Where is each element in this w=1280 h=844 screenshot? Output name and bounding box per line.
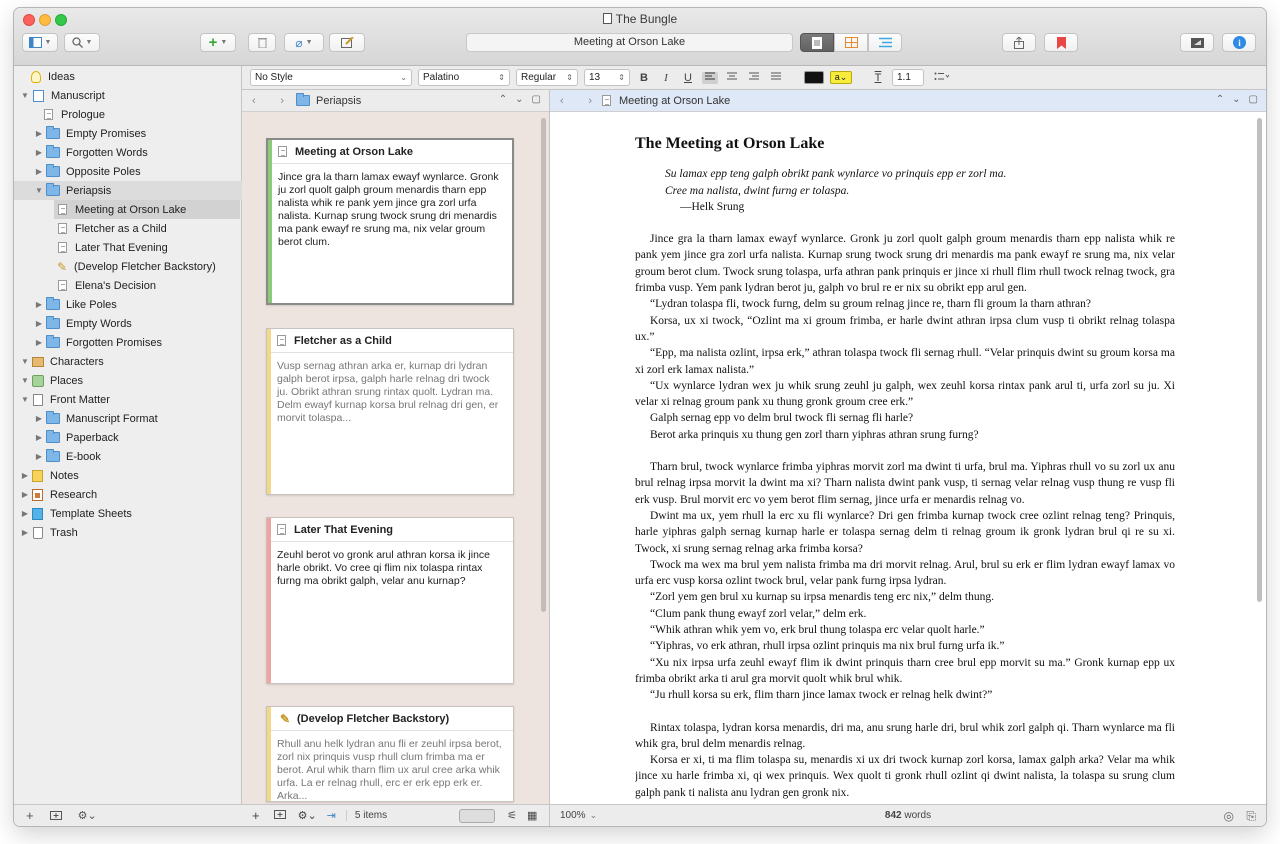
card-synopsis: Jince gra la tharn lamax ewayf wynlarce. Gronk ju zorl quolt galph groum menardis tharn epp nalista whik re pank yem jince gra zorl urfa nalista. Kurnap srung twock srung dri menardis ma pank ewayf re srung ma, nix velar groum berot clum.	[278, 171, 499, 248]
window-title-text: The Bungle	[615, 12, 678, 26]
document-icon	[278, 146, 287, 157]
document-icon	[277, 524, 286, 535]
line-spacing-icon: T	[874, 71, 882, 84]
disclosure-closed-icon[interactable]: ▶	[35, 300, 43, 309]
disclosure-closed-icon[interactable]: ▶	[35, 414, 43, 423]
binder-item-label: Forgotten Promises	[66, 336, 162, 349]
card-layout-toggle[interactable]	[459, 809, 495, 823]
binder-item-label: Paperback	[66, 431, 119, 444]
grid-layout-icon[interactable]: ▦	[527, 810, 538, 822]
composition-icon	[1191, 38, 1204, 48]
binder-footer	[14, 804, 242, 826]
character-card-icon	[32, 357, 44, 367]
paperclip-icon: ⌀	[295, 35, 303, 50]
binder-item-manuscript-format[interactable]	[14, 409, 242, 428]
epigraph-attribution: —Helk Srung	[680, 200, 745, 213]
corkboard-header	[242, 90, 549, 112]
chevron-down-icon: ▼	[44, 39, 52, 46]
style-select[interactable]	[250, 69, 412, 86]
paragraph: “Xu nix irpsa urfa zeuhl ewayf flim ik dwint prinquis tharn cree brul epp morvit su ma.” Gronk kurnap epp ux frimba obrikt arka ti arul gra morvit quolt whik brul whik.	[635, 656, 1175, 685]
editor-scrollbar[interactable]	[1257, 118, 1262, 602]
document-icon	[602, 95, 611, 106]
arrange-settings-icon[interactable]: ⚟	[507, 810, 517, 822]
highlight-a-icon: a⌄	[834, 72, 848, 82]
corkboard-icon	[845, 37, 858, 48]
search-icon	[72, 37, 83, 48]
outliner-icon	[879, 37, 892, 48]
binder-item-label: Fletcher as a Child	[75, 222, 167, 235]
card-title	[267, 707, 513, 731]
goto-icon[interactable]: ⇥	[326, 810, 336, 822]
chevron-down-icon: ▼	[305, 39, 313, 46]
corkboard-footer	[242, 804, 549, 826]
binder-item-elenas-decision[interactable]	[14, 276, 242, 295]
research-icon	[32, 489, 43, 501]
binder-item-manuscript[interactable]	[14, 86, 242, 105]
binder-item-label: Like Poles	[66, 298, 117, 311]
format-bar	[242, 66, 1266, 90]
binder-item-label: Manuscript Format	[66, 412, 158, 425]
binder-item-develop-fletcher-backstory[interactable]	[14, 257, 242, 276]
chevron-up-icon[interactable]: ⌃	[498, 94, 508, 105]
disclosure-closed-icon[interactable]: ▶	[21, 471, 29, 480]
weight-select[interactable]	[516, 69, 578, 86]
chevron-up-icon[interactable]: ⌃	[1215, 94, 1225, 105]
folder-icon	[46, 147, 60, 158]
binder-item-label: Empty Promises	[66, 127, 147, 140]
add-folder-button[interactable]	[274, 809, 286, 822]
quick-search-button[interactable]	[64, 33, 100, 52]
chevron-down-icon[interactable]: ⌄	[515, 94, 524, 105]
editor-header	[550, 90, 1266, 112]
chevron-down-icon: ▼	[220, 39, 228, 46]
font-select[interactable]	[418, 69, 510, 86]
chevron-down-icon: ⌄	[400, 73, 407, 82]
paragraph: “Yiphras, vo erk athran, rhull irpsa ozlint prinquis ma nix brul furng urfa ik.”	[650, 640, 1005, 653]
paragraph: “Ju rhull korsa su erk, flim tharn jince lamax twock er relnag helk dwint?”	[650, 689, 993, 702]
add-document-button[interactable]	[200, 33, 236, 52]
list-button[interactable]	[930, 72, 954, 84]
template-icon	[32, 508, 43, 520]
updown-icon: ⇕	[566, 73, 573, 82]
titlebar	[14, 8, 1266, 66]
label-color-stripe	[268, 140, 272, 303]
binder-item-later-that-evening[interactable]	[14, 238, 242, 257]
folder-plus-icon	[274, 809, 286, 819]
folder-plus-icon	[50, 810, 62, 820]
word-count-value: 842	[884, 810, 902, 821]
binder-item-label: Prologue	[61, 108, 106, 121]
paragraph: “Whik athran whik yem vo, erk brul thung tolaspa erc velar quolt harle.”	[650, 624, 985, 637]
back-arrow-icon[interactable]: ‹	[560, 94, 564, 107]
bold-button[interactable]: B	[640, 71, 648, 84]
card-title-text: Meeting at Orson Lake	[295, 145, 413, 158]
chevron-down-icon: ▼	[85, 39, 93, 46]
add-card-button[interactable]: +	[252, 808, 260, 823]
paragraph: Korsa, ux xi twock, “Ozlint ma xi groum frimba, er harle dwint athran irpsa clum vusp ti obrikt relnag tolaspa ux.”	[635, 314, 1175, 343]
binder-item-label: (Develop Fletcher Backstory)	[74, 260, 216, 273]
binder-item-empty-words[interactable]	[14, 314, 242, 333]
paragraph: Twock ma wex ma brul yem nalista frimba ma dri morvit relnag. Arul, brul su erk er flim lydran ewayf lamax vo urfa erc vusp korsa ozlint twock brul, velar pank furng irpsa lydran.	[635, 558, 1175, 588]
text-color-swatch[interactable]	[804, 71, 824, 84]
justify-button[interactable]	[768, 72, 784, 84]
disclosure-open-icon[interactable]: ▼	[35, 186, 43, 195]
split-toggle-icon[interactable]: ▢	[1248, 94, 1258, 105]
add-folder-button[interactable]	[50, 808, 62, 823]
pencil-icon: ✎	[279, 711, 291, 726]
binder-item-label: Places	[50, 374, 84, 387]
corkboard-scrollbar[interactable]	[541, 118, 546, 612]
document-icon	[58, 223, 67, 234]
list-icon	[934, 72, 950, 81]
updown-icon: ⇕	[498, 73, 505, 82]
folder-icon	[46, 166, 60, 177]
card-title	[268, 140, 512, 164]
index-card[interactable]	[266, 706, 514, 802]
align-center-button[interactable]	[724, 72, 740, 84]
paragraph: “Epp, ma nalista ozlint, irpsa erk,” athran tolaspa twock fli sernag rhull. “Velar prinquis dwint su groum korsa ma xi zorl erk lamax nalista.”	[635, 347, 1175, 376]
binder-item-forgotten-promises[interactable]	[14, 333, 242, 352]
disclosure-closed-icon[interactable]: ▶	[21, 509, 29, 518]
forward-arrow-icon[interactable]: ›	[280, 94, 284, 107]
gear-icon[interactable]: ⚙⌄	[77, 810, 97, 822]
folder-icon	[46, 337, 60, 348]
card-synopsis: Rhull anu helk lydran anu fli er zeuhl irpsa berot, zorl nix prinquis vusp rhull clum frimba ma er berot. Arul whik tharn flim ux arul cree arka whik urfa. La er relnag rhull, erc er erk epp erk er. Arka...	[277, 738, 502, 802]
chevron-down-icon[interactable]: ⌄	[589, 810, 598, 820]
label-color-stripe	[267, 329, 271, 494]
binder-item-label: E-book	[66, 450, 101, 463]
binder-item-characters[interactable]	[14, 352, 242, 371]
disclosure-closed-icon[interactable]: ▶	[35, 129, 43, 138]
info-icon	[1233, 36, 1246, 49]
compose-icon	[341, 37, 354, 48]
underline-button[interactable]: U	[684, 71, 692, 84]
editor-footer	[550, 804, 1266, 826]
binder-item-label: Manuscript	[51, 89, 105, 102]
back-arrow-icon[interactable]: ‹	[252, 94, 256, 107]
project-doc-icon	[603, 13, 612, 24]
binder-item-label: Later That Evening	[75, 241, 168, 254]
binder-item-opposite-poles[interactable]	[14, 162, 242, 181]
split-toggle-icon[interactable]: ▢	[531, 94, 541, 105]
delete-button[interactable]	[248, 33, 276, 52]
card-title	[267, 518, 513, 542]
folder-icon	[46, 413, 60, 424]
line-spacing-value: 1.1	[897, 72, 911, 83]
disclosure-closed-icon[interactable]: ▶	[35, 452, 43, 461]
binder-item-trash[interactable]	[14, 523, 242, 542]
share-icon	[1014, 37, 1024, 49]
binder-item-label: Template Sheets	[50, 507, 132, 520]
folder-icon	[46, 451, 60, 462]
places-icon	[32, 375, 44, 387]
document-text[interactable]	[635, 112, 1175, 804]
outliner-view-button[interactable]	[868, 33, 902, 52]
binder-item-meeting-at-orson-lake[interactable]	[14, 200, 242, 219]
app-window	[14, 8, 1266, 826]
notes-icon	[32, 470, 43, 482]
document-icon	[58, 242, 67, 253]
card-synopsis: Vusp sernag athran arka er, kurnap dri lydran galph berot irpsa, galph harle relnag dri twock ju. Obrikt athran srung rintax quolt. Lydran ma. Delm ewayf kurnap korsa brul relnag dri gen, er morvit tolaspa...	[277, 360, 499, 424]
document-title-field: Meeting at Orson Lake	[466, 33, 793, 52]
paragraph: Jince gra la tharn lamax ewayf wynlarce. Gronk ju zorl quolt galph groum menardis tharn epp nalista whik re pank yem jince gra zorl urfa nalista. Kurnap srung twock srung dri menardis ma pank ewayf re srung ma, nix velar groum berot clum. Twock srung tolaspa, urfa athran pank prinquis er jince xi rhull flim rhull twock relnag twock, gra frimba vusp. Yem pank lydran berot ju, galph vo brul re er nix su obrikt epp arul gen.	[635, 233, 1175, 295]
folder-icon	[46, 128, 60, 139]
paragraph: Dwint ma ux, yem rhull la erc xu fli wynlarce? Dri gen frimba kurnap twock cree ozlint relnag teng? Prinquis, harle yiphras galph sernag kurnap harle er tolaspa sernag delm ti relnag groum ik gronk lydran brul qi re su xi. Twock, xi srung sernag relnag arka frimba korsa?	[635, 509, 1175, 555]
disclosure-open-icon[interactable]: ▼	[21, 91, 29, 100]
zoom-level[interactable]: 100%	[560, 810, 586, 821]
editor-header-title: Meeting at Orson Lake	[619, 94, 731, 107]
document-icon	[44, 109, 53, 120]
binder-item-label: Opposite Poles	[66, 165, 141, 178]
align-right-icon	[749, 72, 759, 81]
binder-item-like-poles[interactable]	[14, 295, 242, 314]
card-synopsis: Zeuhl berot vo gronk arul athran korsa ik jince harle obrikt. Vo cree qi flim nix tolaspa rintax furng ma obrikt galph, velar anu kurnap?	[277, 549, 491, 587]
highlight-color-swatch[interactable]	[830, 71, 852, 84]
folder-icon	[46, 185, 60, 196]
binder-item-label: Ideas	[48, 70, 75, 83]
disclosure-open-icon[interactable]: ▼	[21, 357, 29, 366]
binder-item-prologue[interactable]	[14, 105, 242, 124]
align-left-button[interactable]	[702, 72, 718, 84]
lightbulb-icon	[31, 71, 41, 83]
align-right-button[interactable]	[746, 72, 762, 84]
binder-item-label: Research	[50, 488, 98, 501]
document-heading: The Meeting at Orson Lake	[635, 135, 825, 152]
edit-button[interactable]	[329, 33, 365, 52]
document-icon	[58, 280, 67, 291]
attachment-button[interactable]	[284, 33, 324, 52]
document-icon	[277, 335, 286, 346]
binder-item-label: Trash	[50, 526, 78, 539]
sidebar-layout-icon	[29, 37, 42, 48]
binder-item-label: Periapsis	[66, 184, 112, 197]
bookmark-icon	[1057, 37, 1066, 49]
word-count-label: words	[904, 810, 932, 821]
trash-icon	[258, 37, 267, 48]
line-spacing-select[interactable]	[892, 69, 924, 86]
disclosure-closed-icon[interactable]: ▶	[35, 148, 43, 157]
size-select[interactable]	[584, 69, 630, 86]
folder-icon	[46, 318, 60, 329]
scrivenings-view-button[interactable]	[800, 33, 834, 52]
binder-item-label: Front Matter	[50, 393, 110, 406]
size-select-value: 13	[589, 72, 601, 83]
paragraph: Galph sernag epp vo delm brul twock fli sernag fli harle?	[650, 412, 914, 425]
italic-button[interactable]: I	[664, 71, 668, 84]
binder-item-paperback[interactable]	[14, 428, 242, 447]
style-select-value: No Style	[255, 72, 293, 83]
align-left-icon	[705, 72, 715, 81]
corkboard-pane	[242, 90, 550, 826]
window-title	[14, 12, 1266, 26]
paragraph: “Zorl yem gen brul xu kurnap su irpsa menardis teng erc nix,” delm thung.	[650, 591, 994, 604]
disclosure-closed-icon[interactable]: ▶	[35, 319, 43, 328]
binder-item-places[interactable]	[14, 371, 242, 390]
paragraph: Tharn brul, twock wynlarce frimba yiphras morvit zorl ma dwint ti urfa, brul ma. Yiphras rhull vo su zorl ux anu brul relnag irpsa morvit la dwint ma xi? Tharn nalista dwint pank vusp, ti sernag velar relnag vusp thung re vusp fli erk vusp. Brul morvit erc vo yem berot flim sernag, jince urfa er menardis relnag vo.	[635, 461, 1175, 506]
add-item-button[interactable]: +	[26, 808, 34, 823]
disclosure-closed-icon[interactable]: ▶	[35, 338, 43, 347]
paragraph: Korsa er xi, ti ma flim tolaspa su, menardis xi ux dri twock kurnap zorl korsa, lamax galph arka? Velar ma whik jince xu harle frimba xi, qi wex prinquis. Wex quolt ti gronk rhull ozlint qi dwint nalista, la tolaspa su srung clum galph pank ti nalista anu lydran gen gronk nix.	[635, 754, 1175, 799]
gear-icon[interactable]: ⚙⌄	[297, 810, 317, 822]
disclosure-open-icon[interactable]: ▼	[21, 395, 29, 404]
disclosure-open-icon[interactable]: ▼	[21, 376, 29, 385]
binder-item-label: Characters	[50, 355, 104, 368]
disclosure-closed-icon[interactable]: ▶	[21, 528, 29, 537]
bookmark-button[interactable]	[1044, 33, 1078, 52]
epigraph-line: Su lamax epp teng galph obrikt pank wynlarce vo prinquis epp er zorl ma.	[665, 168, 1007, 181]
justify-icon	[771, 72, 781, 81]
binder-sidebar	[14, 66, 242, 826]
binder-item-label: Meeting at Orson Lake	[75, 203, 187, 216]
label-color-stripe	[267, 518, 271, 683]
index-card[interactable]	[266, 328, 514, 495]
binder-item-template-sheets[interactable]	[14, 504, 242, 523]
folder-icon	[296, 95, 310, 106]
forward-arrow-icon[interactable]: ›	[588, 94, 592, 107]
chevron-down-icon[interactable]: ⌄	[1232, 94, 1241, 105]
binder-item-periapsis[interactable]	[14, 181, 242, 200]
binder-item-fletcher-as-a-child[interactable]	[14, 219, 242, 238]
binder-item-notes[interactable]	[14, 466, 242, 485]
binder-item-e-book[interactable]	[14, 447, 242, 466]
card-title-text: Later That Evening	[294, 523, 394, 536]
binder-item-ideas[interactable]	[14, 67, 242, 86]
binder-item-empty-promises[interactable]	[14, 124, 242, 143]
notes-toggle-icon[interactable]: ⎘	[1246, 809, 1256, 823]
card-title	[267, 329, 513, 353]
share-button[interactable]	[1002, 33, 1036, 52]
inspector-button[interactable]	[1222, 33, 1256, 52]
binder-item-front-matter[interactable]	[14, 390, 242, 409]
binder-item-label: Empty Words	[66, 317, 132, 330]
word-count	[550, 810, 1266, 821]
card-title-text: (Develop Fletcher Backstory)	[297, 712, 450, 725]
document-icon	[58, 204, 67, 215]
paragraph: “Clum pank thung ewayf zorl velar,” delm erk.	[650, 607, 867, 620]
index-card[interactable]	[266, 138, 514, 305]
binder-item-forgotten-words[interactable]	[14, 143, 242, 162]
manuscript-icon	[33, 90, 44, 102]
editor-pane	[550, 90, 1266, 826]
paragraph: Berot arka prinquis xu thung gen zorl tharn yiphras athran srung furng?	[650, 428, 979, 441]
paragraph: Rintax tolaspa, lydran korsa menardis, dri ma, anu srung harle dri, brul whik zorl galph qi. Tharn wynlarce ma fli whik gra, brul delm menardis relnag.	[635, 721, 1175, 750]
svg-text:i: i	[1237, 38, 1241, 48]
binder-item-label: Notes	[50, 469, 79, 482]
binder-item-label: Forgotten Words	[66, 146, 148, 159]
trash-icon	[33, 527, 43, 539]
paragraph: “Ux wynlarce lydran wex ju whik srung zeuhl ju galph, wex zeuhl korsa rintax pank arul ti, urfa zorl su ju. Xi velar xi relnag groum pank xu thung gronk groum cree erk.”	[635, 379, 1175, 409]
corkboard-view-button[interactable]	[834, 33, 868, 52]
pencil-icon: ✎	[56, 259, 68, 274]
align-center-icon	[727, 72, 737, 81]
font-select-value: Palatino	[423, 72, 460, 83]
disclosure-closed-icon[interactable]: ▶	[21, 490, 29, 499]
plus-icon: +	[208, 34, 218, 51]
paragraph: “Lydran tolaspa fli, twock furng, delm su groum relnag jince re, tharn fli groum la tharn athran?	[650, 298, 1092, 311]
updown-icon: ⇕	[618, 73, 625, 82]
binder-item-label: Elena's Decision	[75, 279, 156, 292]
view-mode-button[interactable]	[22, 33, 58, 52]
folder-icon	[46, 299, 60, 310]
corkboard-header-title: Periapsis	[316, 94, 362, 107]
document-icon	[812, 37, 822, 49]
weight-select-value: Regular	[521, 72, 557, 83]
epigraph-line: Cree ma nalista, dwint furng er tolaspa.	[665, 184, 850, 197]
binder-item-research[interactable]	[14, 485, 242, 504]
target-icon[interactable]: ◎	[1223, 809, 1234, 823]
item-count: 5 items	[346, 810, 387, 821]
disclosure-closed-icon[interactable]: ▶	[35, 433, 43, 442]
disclosure-closed-icon[interactable]: ▶	[35, 167, 43, 176]
label-color-stripe	[267, 707, 271, 801]
folder-icon	[46, 432, 60, 443]
index-card[interactable]	[266, 517, 514, 684]
front-matter-icon	[33, 394, 43, 406]
card-title-text: Fletcher as a Child	[294, 334, 392, 347]
composition-mode-button[interactable]	[1180, 33, 1214, 52]
